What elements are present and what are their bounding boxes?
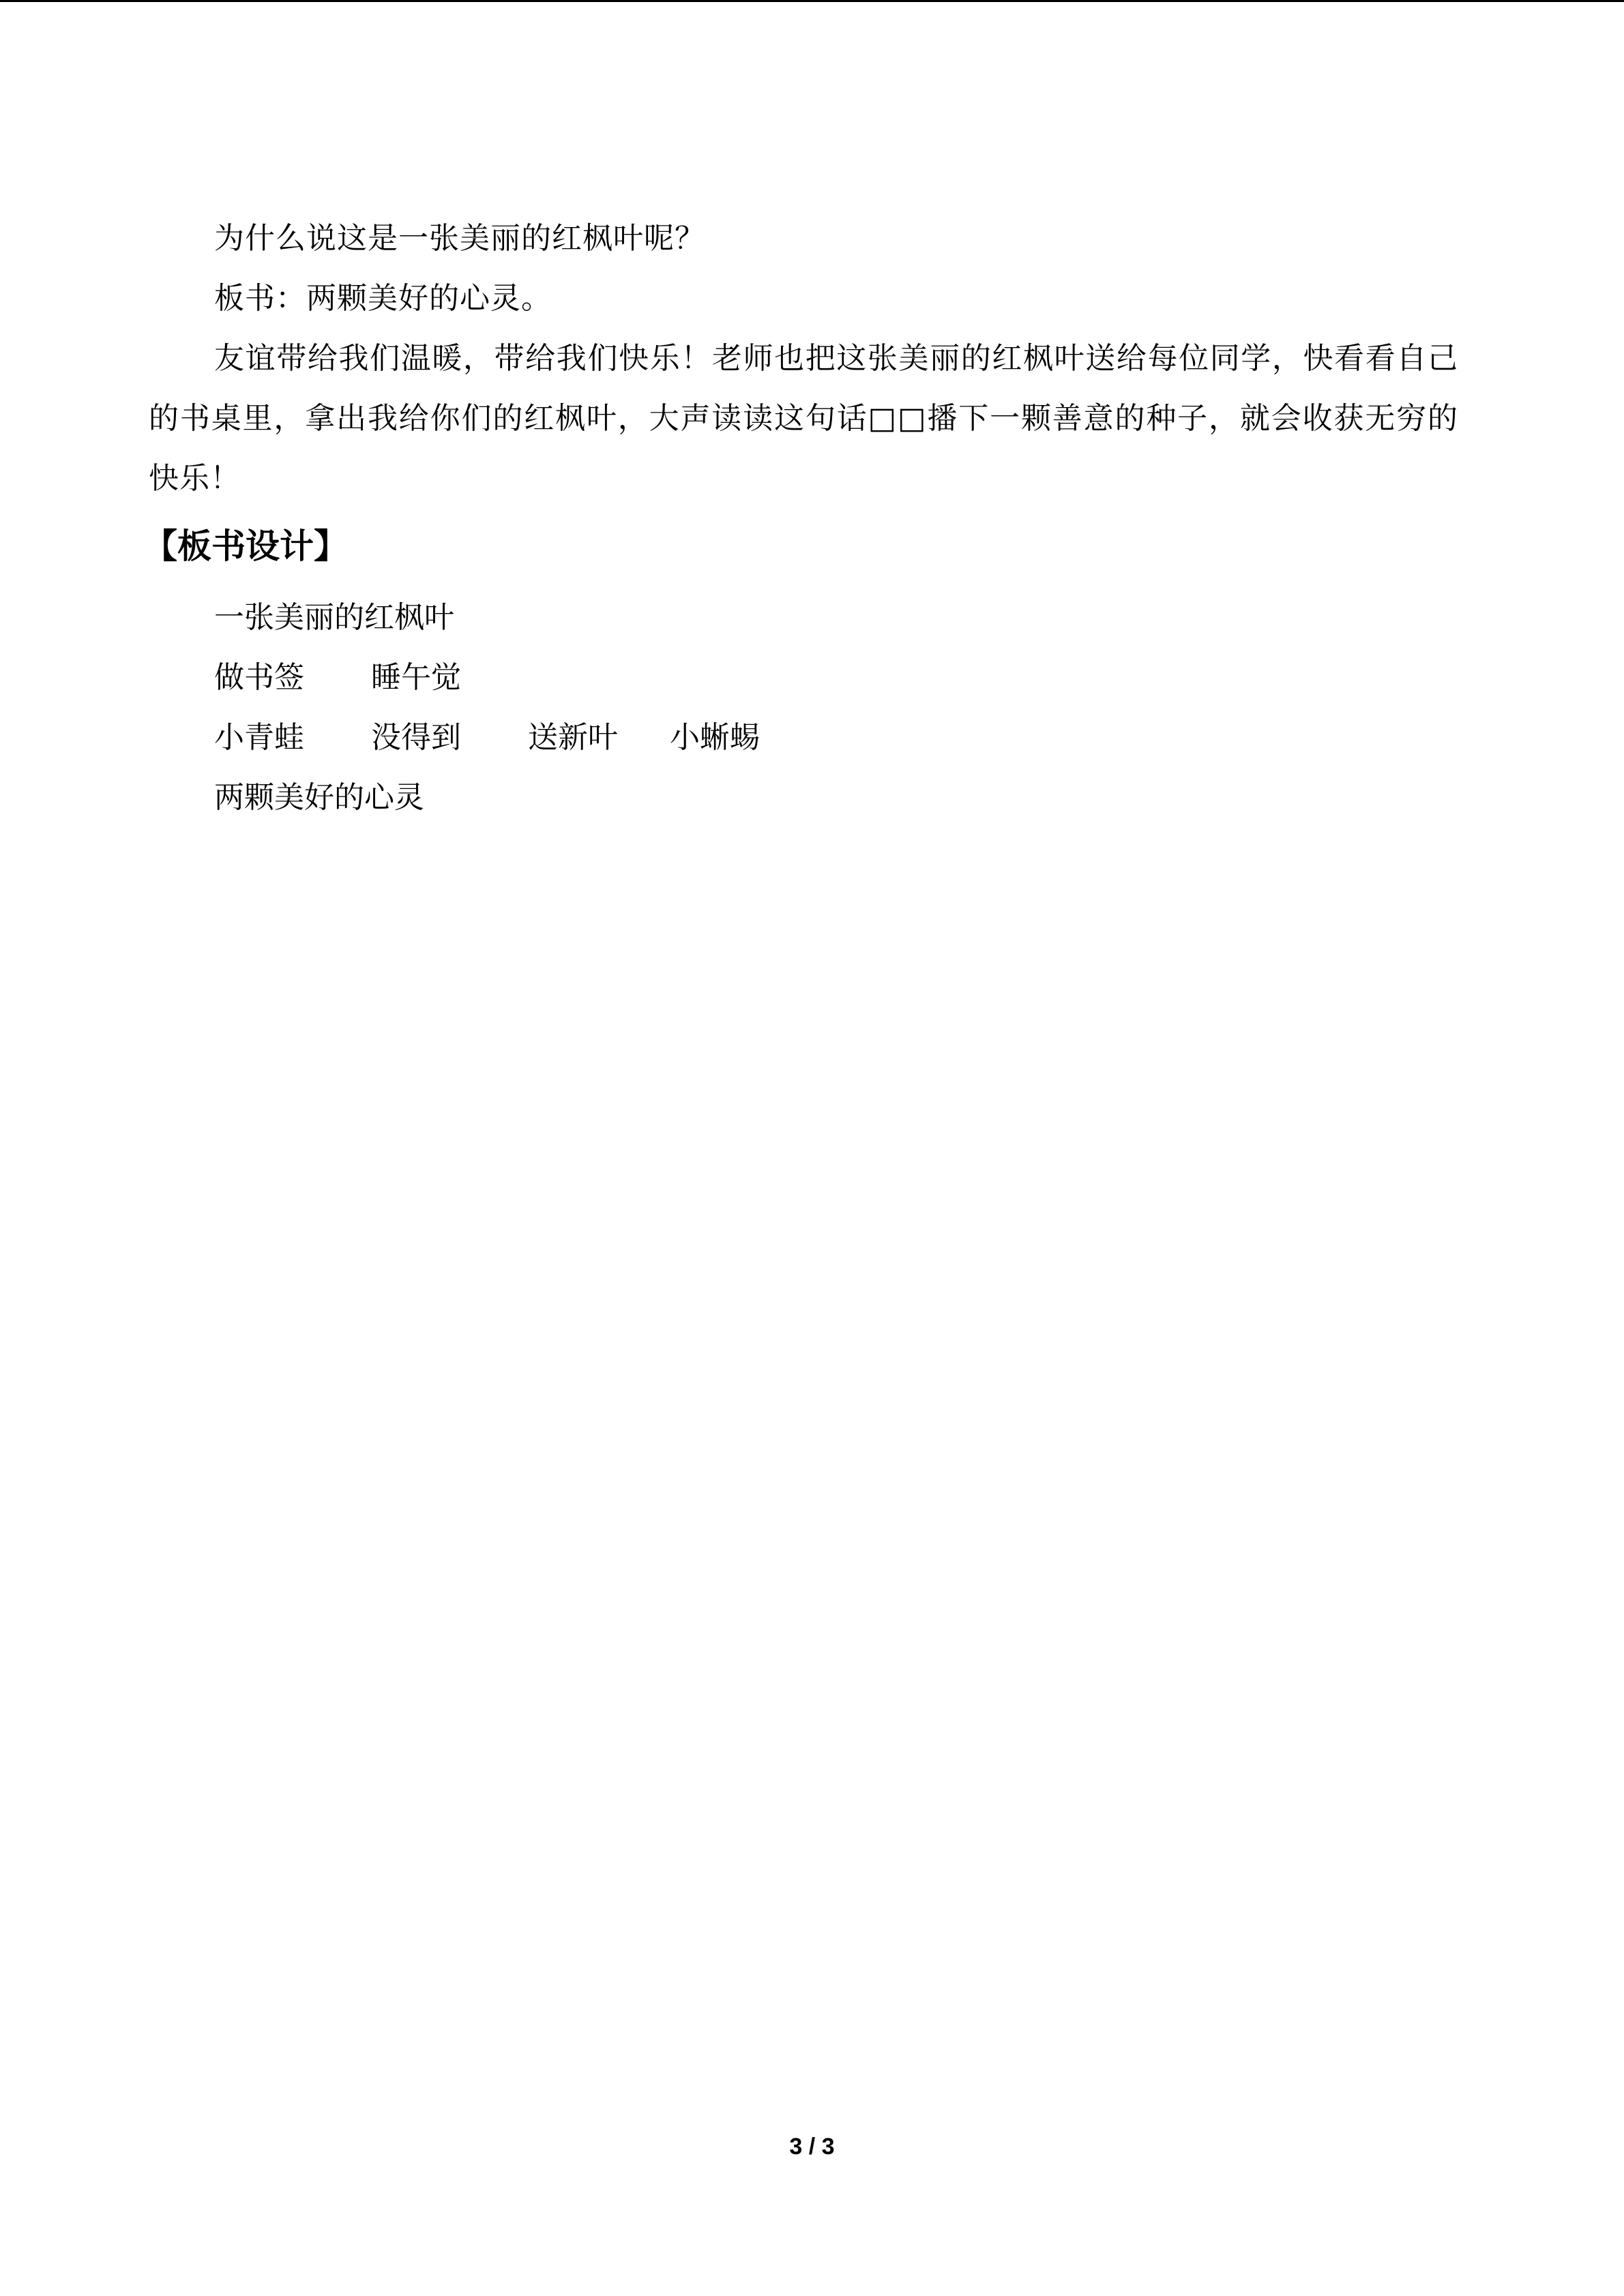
board-design-block [149, 588, 1458, 828]
board-design-heading: 【板书设计】 [143, 526, 348, 566]
board-design-term: 做书签 [214, 660, 304, 695]
page-top-border [0, 0, 1624, 2]
board-design-conclusion: 两颗美好的心灵 [214, 780, 424, 815]
board-design-term: 小青蛙 [214, 720, 304, 755]
page-number: 3 / 3 [789, 2134, 835, 2160]
board-design-term: 小蜥蜴 [670, 720, 760, 755]
board-design-term: 睡午觉 [371, 660, 461, 695]
board-design-row-1 [149, 648, 1458, 708]
body-paragraph-friendship: 友谊带给我们温暖，带给我们快乐！老师也把这张美丽的红枫叶送给每位同学，快看看自己的书桌里，拿出我给你们的红枫叶，大声读读这句话□□播下一颗善意的种子，就会收获无穷的快乐！ [149, 341, 1458, 496]
board-design-term: 没得到 [371, 720, 461, 755]
document-content [143, 209, 1458, 828]
body-paragraph-question: 为什么说这是一张美丽的红枫叶呢？ [214, 221, 705, 256]
board-design-title: 一张美丽的红枫叶 [214, 600, 454, 635]
board-design-row-2 [149, 708, 1458, 768]
body-paragraph-board-note: 板书：两颗美好的心灵。 [214, 281, 552, 316]
board-design-term: 送新叶 [528, 720, 618, 755]
